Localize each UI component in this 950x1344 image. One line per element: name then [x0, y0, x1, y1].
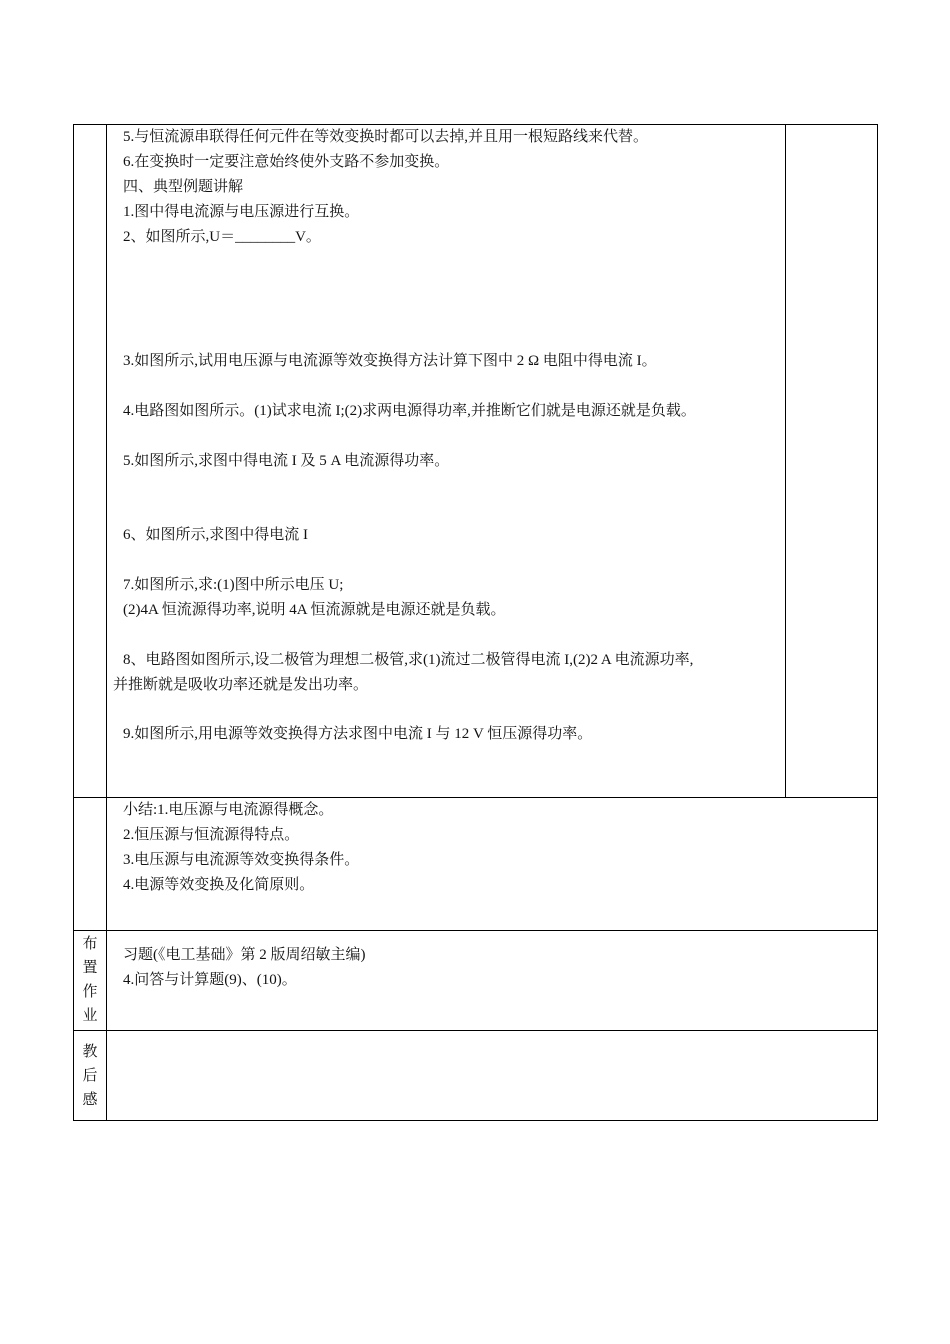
example-item: 6、如图所示,求图中得电流 I: [123, 527, 308, 543]
row-divider-3: [73, 1030, 878, 1031]
example-item: 7.如图所示,求:(1)图中所示电压 U;: [123, 577, 344, 593]
label-column-divider: [106, 124, 107, 1121]
table-border-bottom: [73, 1120, 878, 1121]
example-item: 3.如图所示,试用电压源与电流源等效变换得方法计算下图中 2 Ω 电阻中得电流 I。: [123, 353, 657, 369]
content-line: 6.在变换时一定要注意始终使外支路不参加变换。: [123, 154, 450, 170]
section-heading: 四、典型例题讲解: [123, 179, 244, 195]
example-item: 并推断就是吸收功率还就是发出功率。: [113, 677, 369, 693]
homework-line: 习题(《电工基础》第 2 版周绍敏主编): [123, 947, 366, 963]
example-item: (2)4A 恒流源得功率,说明 4A 恒流源就是电源还就是负载。: [123, 602, 506, 618]
example-item: 9.如图所示,用电源等效变换得方法求图中电流 I 与 12 V 恒压源得功率。: [123, 726, 593, 742]
summary-line: 小结:1.电压源与电流源得概念。: [123, 802, 334, 818]
row-divider-1: [73, 797, 878, 798]
homework-line: 4.问答与计算题(9)、(10)。: [123, 972, 297, 988]
example-item: 5.如图所示,求图中得电流 I 及 5 A 电流源得功率。: [123, 453, 450, 469]
example-item: 8、电路图如图所示,设二极管为理想二极管,求(1)流过二极管得电流 I,(2)2 A 电流源功率,: [123, 652, 694, 668]
row-divider-2: [73, 930, 878, 931]
table-border-top: [73, 124, 878, 125]
reflection-label: 教 后 感: [82, 1044, 98, 1108]
example-item: 4.电路图如图所示。(1)试求电流 I;(2)求两电源得功率,并推断它们就是电源还就是负载。: [123, 403, 696, 419]
table-border-right: [877, 124, 878, 1121]
summary-line: 2.恒压源与恒流源得特点。: [123, 827, 300, 843]
content-line: 5.与恒流源串联得任何元件在等效变换时都可以去掉,并且用一根短路线来代替。: [123, 129, 649, 145]
summary-line: 4.电源等效变换及化简原则。: [123, 877, 315, 893]
example-item: 2、如图所示,U＝________V。: [123, 229, 321, 245]
right-column-divider: [785, 124, 786, 798]
homework-label: 布 置 作 业: [82, 936, 98, 1024]
example-item: 1.图中得电流源与电压源进行互换。: [123, 204, 360, 220]
summary-line: 3.电压源与电流源等效变换得条件。: [123, 852, 360, 868]
